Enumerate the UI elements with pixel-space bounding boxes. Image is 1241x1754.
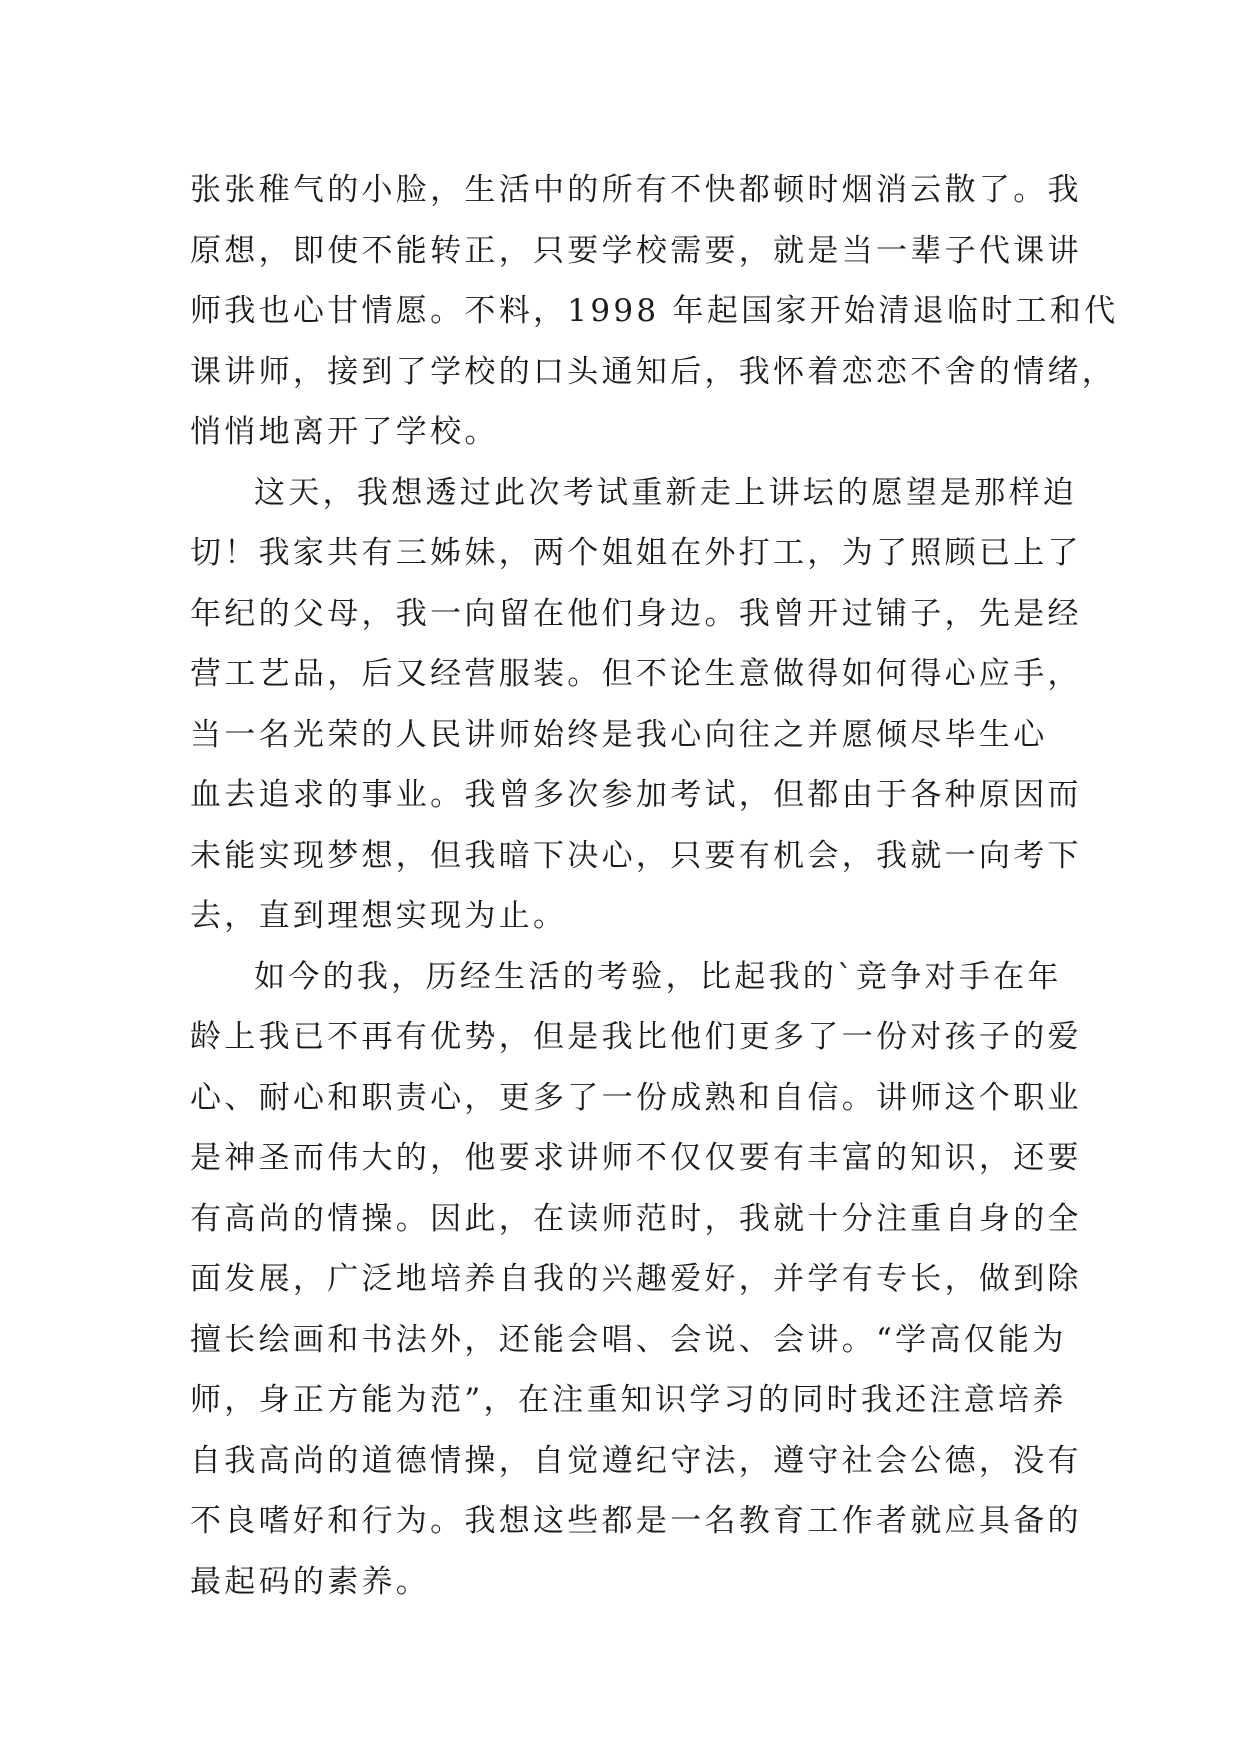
text-line: 切！我家共有三姊妹，两个姐姐在外打工，为了照顾已上了 <box>190 535 1082 571</box>
document-body <box>190 160 1119 1612</box>
text-line: 悄悄地离开了学校。 <box>190 414 499 450</box>
text-line: 擅长绘画和书法外，还能会唱、会说、会讲。“学高仅能为 <box>190 1321 1067 1358</box>
text-line: 心、耐心和职责心，更多了一份成熟和自信。讲师这个职业 <box>190 1079 1082 1116</box>
text-line: 龄上我已不再有优势，但是我比他们更多了一份对孩子的爱 <box>190 1019 1082 1055</box>
text-line: 有高尚的情操。因此，在读师范时，我就十分注重自身的全 <box>190 1200 1082 1237</box>
text-line: 不良嗜好和行为。我想这些都是一名教育工作者就应具备的 <box>190 1503 1082 1539</box>
text-line: 年纪的父母，我一向留在他们身边。我曾开过铺子，先是经 <box>190 595 1082 632</box>
text-line: 血去追求的事业。我曾多次参加考试，但都由于各种原因而 <box>190 777 1082 813</box>
text-line: 当一名光荣的人民讲师始终是我心向往之并愿倾尽毕生心 <box>190 716 1048 753</box>
paragraph-start-line: 这天，我想透过此次考试重新走上讲坛的愿望是那样迫 <box>254 474 1078 511</box>
text-line: 是神圣而伟大的，他要求讲师不仅仅要有丰富的知识，还要 <box>190 1140 1082 1176</box>
text-line: 原想，即使不能转正，只要学校需要，就是当一辈子代课讲 <box>190 232 1082 269</box>
text-line: 师，身正方能为范”，在注重知识学习的同时我还注意培养 <box>190 1382 1067 1418</box>
text-line: 去，直到理想实现为止。 <box>190 898 568 934</box>
paragraph-start-line: 如今的我，历经生活的考验，比起我的`竞争对手在年 <box>254 958 1062 995</box>
text-line: 课讲师，接到了学校的口头通知后，我怀着恋恋不舍的情绪， <box>190 353 1117 390</box>
text-line: 面发展，广泛地培养自我的兴趣爱好，并学有专长，做到除 <box>190 1261 1082 1297</box>
text-line: 自我高尚的道德情操，自觉遵纪守法，遵守社会公德，没有 <box>190 1442 1082 1479</box>
text-line: 营工艺品，后又经营服装。但不论生意做得如何得心应手， <box>190 656 1082 692</box>
text-line: 张张稚气的小脸，生活中的所有不快都顿时烟消云散了。我 <box>190 172 1082 208</box>
text-line: 最起码的素养。 <box>190 1563 431 1600</box>
text-line: 师我也心甘情愿。不料，1998 年起国家开始清退临时工和代 <box>190 293 1119 329</box>
text-line: 未能实现梦想，但我暗下决心，只要有机会，我就一向考下 <box>190 837 1082 874</box>
